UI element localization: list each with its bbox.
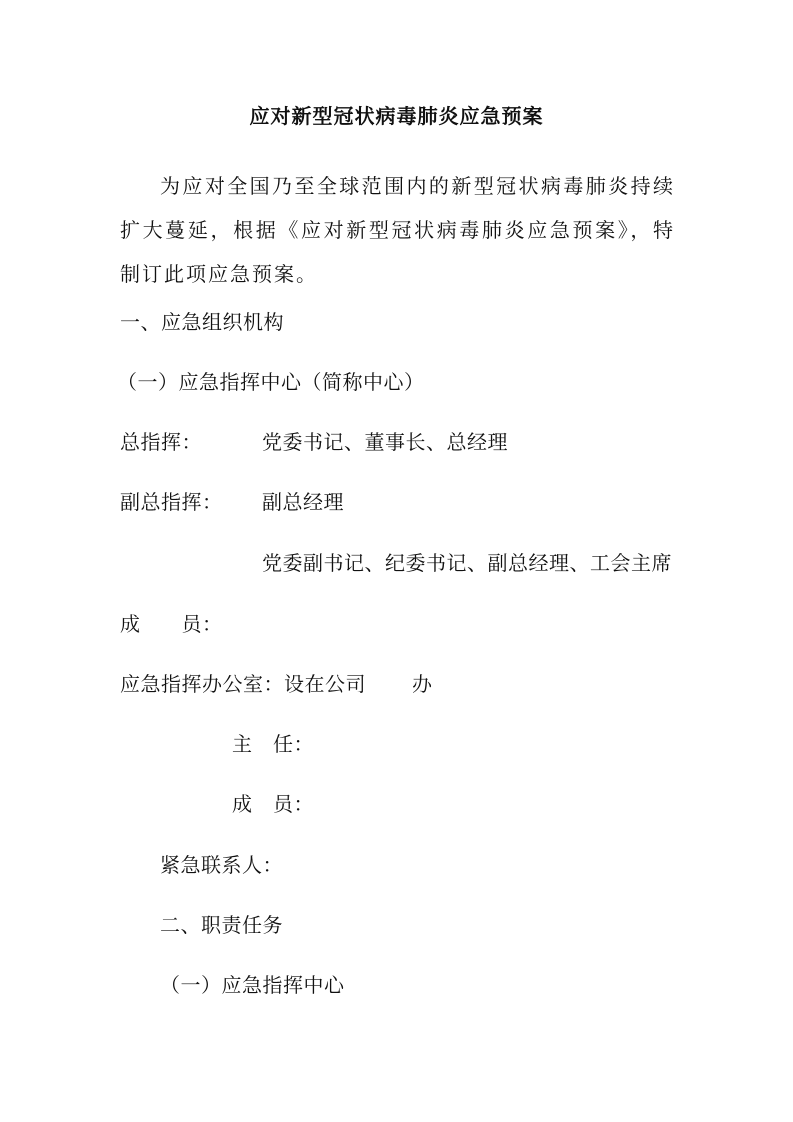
deputy-commander-value: 副总经理 — [262, 490, 344, 514]
members-label: 成 员： — [120, 612, 223, 636]
intro-paragraph: 为应对全国乃至全球范围内的新型冠状病毒肺炎持续扩大蔓延，根据《应对新型冠状病毒肺炎应急预案》，特制订此项应急预案。 — [120, 174, 675, 286]
deputy-commander-label: 副总指挥： — [120, 490, 223, 514]
emergency-contact-label: 紧急联系人： — [160, 853, 283, 877]
office-director-label: 主 任： — [232, 732, 314, 756]
emergency-office-label: 应急指挥办公室：设在公司 — [120, 672, 366, 696]
office-members-label: 成 员： — [232, 792, 314, 816]
document-title: 应对新型冠状病毒肺炎应急预案 — [249, 104, 544, 128]
section1-heading: 一、应急组织机构 — [120, 310, 284, 334]
command-center-subheading: （一）应急指挥中心（简称中心） — [117, 370, 425, 394]
section2-subheading: （一）应急指挥中心 — [160, 973, 345, 997]
commander-value: 党委书记、董事长、总经理 — [262, 430, 508, 454]
section2-heading: 二、职责任务 — [160, 913, 283, 937]
emergency-office-suffix: 办 — [412, 672, 433, 696]
members-value: 党委副书记、纪委书记、副总经理、工会主席 — [262, 551, 672, 575]
commander-label: 总指挥： — [120, 430, 202, 454]
